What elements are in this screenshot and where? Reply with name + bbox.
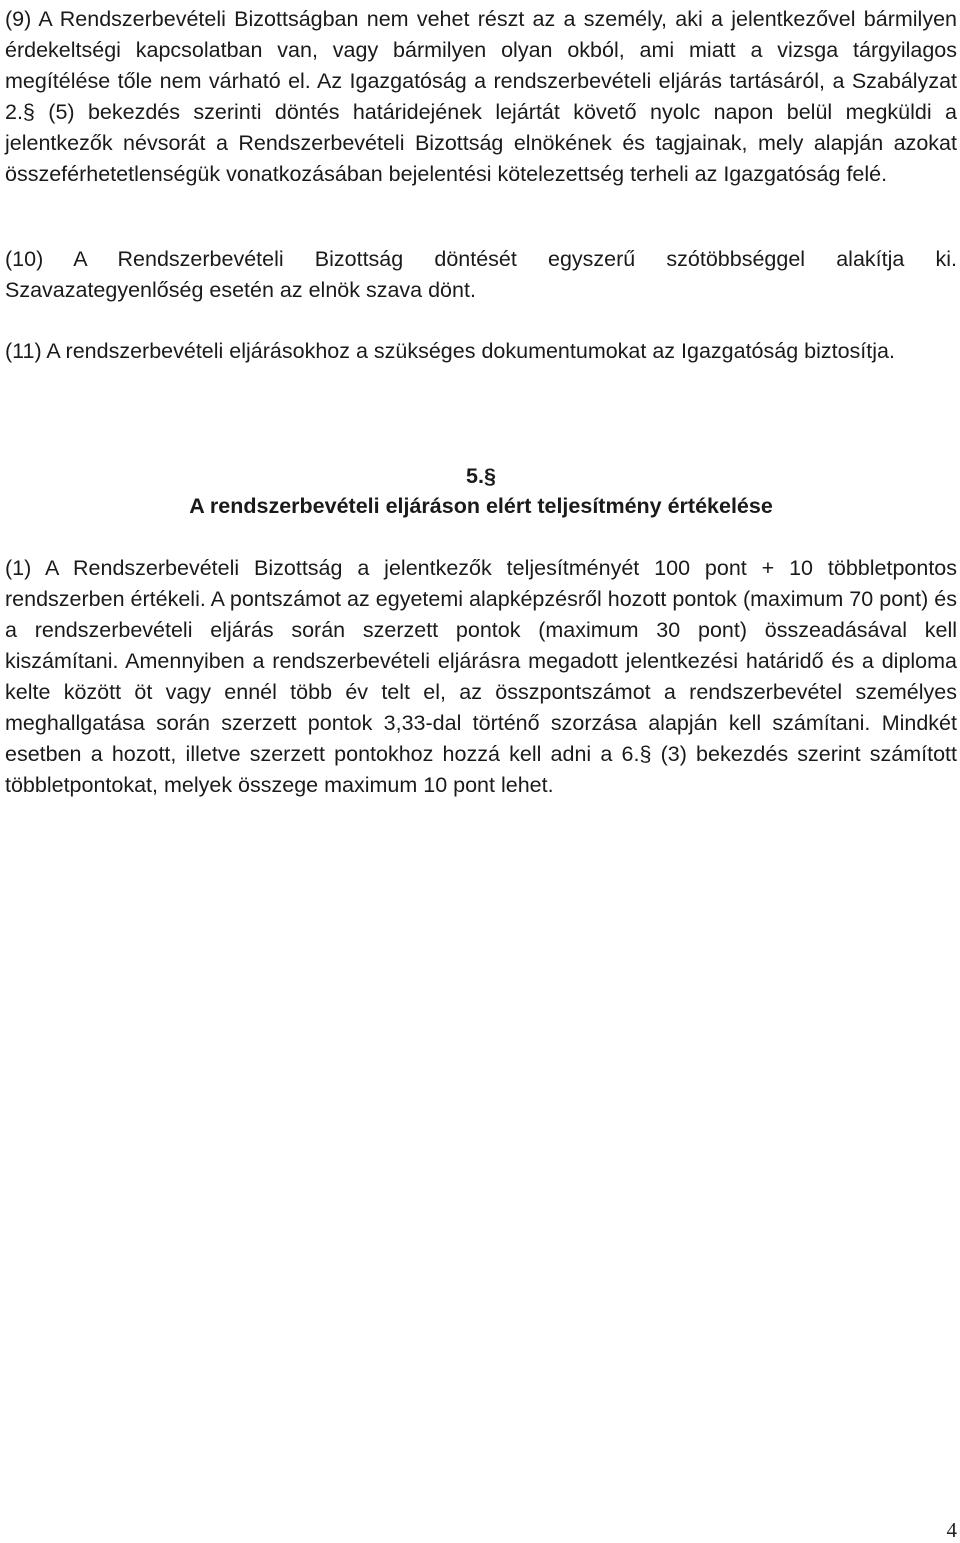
paragraph-11: (11) A rendszerbevételi eljárásokhoz a szükséges dokumentumokat az Igazgatóság biztosítja.: [5, 339, 895, 363]
paragraph-9: (9) A Rendszerbevételi Bizottságban nem vehet részt az a személy, aki a jelentkezővel bármilyen érdekeltségi kapcsolatban van, vagy bármilyen olyan okból, ami miatt a vizsga tárgyilagos megítélése tőle nem várható el. Az Igazgatóság a rendszerbevételi eljárás tartásáról, a Szabályzat 2.§ (5) bekezdés szerinti döntés határidejének lejártát követő nyolc napon belül megküldi a jelentkezők névsorát a Rendszerbevételi Bizottság elnökének és tagjainak, mely alapján azokat összeférhetetlenségük vonatkozásában bejelentési kötelezettség terheli az Igazgatóság felé.: [5, 7, 957, 186]
page-number: 4: [946, 1518, 957, 1542]
section-number: 5.§: [466, 464, 496, 488]
section-paragraph-1: (1) A Rendszerbevételi Bizottság a jelentkezők teljesítményét 100 pont + 10 többletpontos rendszerben értékeli. A pontszámot az egyetemi alapképzésről hozott pontok (maximum 70 pont) és a rendszerbevételi eljárás során szerzett pontok (maximum 30 pont) összeadásával kell kiszámítani. Amennyiben a rendszerbevételi eljárásra megadott jelentkezési határidő és a diploma kelte között öt vagy ennél több év telt el, az összpontszámot a rendszerbevétel személyes meghallgatása során szerzett pontok 3,33-dal történő szorzása alapján kell számítani. Mindkét esetben a hozott, illetve szerzett pontokhoz hozzá kell adni a 6.§ (3) bekezdés szerint számított többletpontokat, melyek összege maximum 10 pont lehet.: [5, 556, 957, 797]
paragraph-10: (10) A Rendszerbevételi Bizottság döntését egyszerű szótöbbséggel alakítja ki. Szavazategyenlőség esetén az elnök szava dönt.: [5, 247, 957, 302]
section-title: A rendszerbevételi eljáráson elért teljesítmény értékelése: [189, 494, 773, 518]
